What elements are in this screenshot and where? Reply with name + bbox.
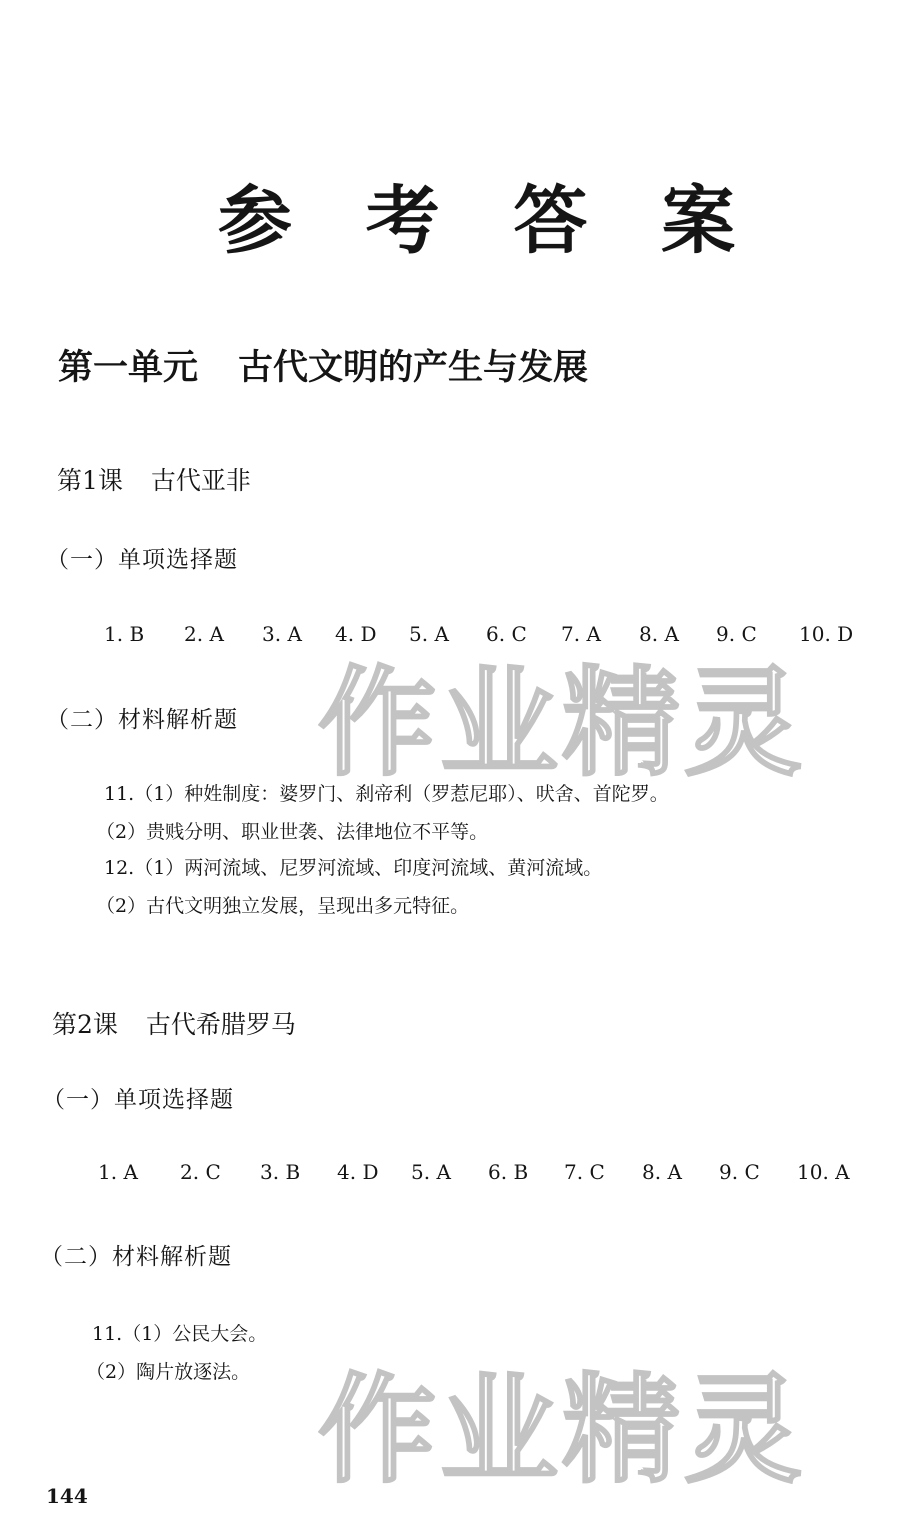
unit-name: 古代文明的产生与发展 bbox=[238, 347, 589, 388]
lesson-number: 第1课 bbox=[57, 466, 123, 495]
answer: 2. A bbox=[184, 622, 224, 646]
answer-line: 12.（1）两河流域、尼罗河流域、印度河流域、黄河流域。 bbox=[104, 857, 603, 879]
answer-row bbox=[104, 622, 853, 646]
answer: 8. A bbox=[642, 1160, 682, 1184]
answer: 4. D bbox=[335, 622, 377, 646]
answer: 2. C bbox=[180, 1160, 221, 1184]
answer: 1. A bbox=[98, 1160, 138, 1184]
answer: 7. C bbox=[564, 1160, 605, 1184]
answer: 9. C bbox=[716, 622, 757, 646]
watermark: 作业精灵 bbox=[318, 654, 807, 792]
section-heading: （一）单项选择题 bbox=[42, 1087, 234, 1113]
lesson-heading bbox=[57, 461, 251, 497]
answer: 10. A bbox=[797, 1160, 850, 1184]
answer: 5. A bbox=[411, 1160, 451, 1184]
section-heading: （二）材料解析题 bbox=[46, 707, 238, 733]
answer: 6. C bbox=[486, 622, 527, 646]
answer: 5. A bbox=[409, 622, 449, 646]
lesson-heading bbox=[52, 1005, 296, 1041]
section-heading: （一）单项选择题 bbox=[46, 547, 238, 573]
answer: 1. B bbox=[104, 622, 145, 646]
answer: 10. D bbox=[799, 622, 854, 646]
page-number: 144 bbox=[46, 1484, 88, 1508]
answer: 3. B bbox=[260, 1160, 301, 1184]
unit-heading bbox=[58, 340, 588, 390]
answer: 8. A bbox=[639, 622, 679, 646]
answer-line: 11.（1）公民大会。 bbox=[92, 1323, 268, 1345]
answer: 7. A bbox=[561, 622, 601, 646]
answer: 4. D bbox=[337, 1160, 379, 1184]
answer: 9. C bbox=[719, 1160, 760, 1184]
page-title: 参 考 答 案 bbox=[217, 178, 760, 264]
answer: 6. B bbox=[488, 1160, 529, 1184]
section-heading: （二）材料解析题 bbox=[40, 1244, 232, 1270]
unit-number: 第一单元 bbox=[58, 347, 199, 388]
lesson-name: 古代希腊罗马 bbox=[145, 1010, 296, 1039]
answer-line: （2）陶片放逐法。 bbox=[86, 1361, 251, 1383]
lesson-number: 第2课 bbox=[52, 1010, 118, 1039]
watermark: 作业精灵 bbox=[318, 1361, 807, 1499]
answer-line: （2）古代文明独立发展，呈现出多元特征。 bbox=[96, 895, 470, 917]
answer: 3. A bbox=[262, 622, 302, 646]
answer-line: （2）贵贱分明、职业世袭、法律地位不平等。 bbox=[96, 821, 489, 843]
answer-line: 11.（1）种姓制度：婆罗门、刹帝利（罗惹尼耶）、吠舍、首陀罗。 bbox=[104, 783, 669, 805]
answer-row bbox=[98, 1160, 850, 1184]
lesson-name: 古代亚非 bbox=[150, 466, 251, 495]
